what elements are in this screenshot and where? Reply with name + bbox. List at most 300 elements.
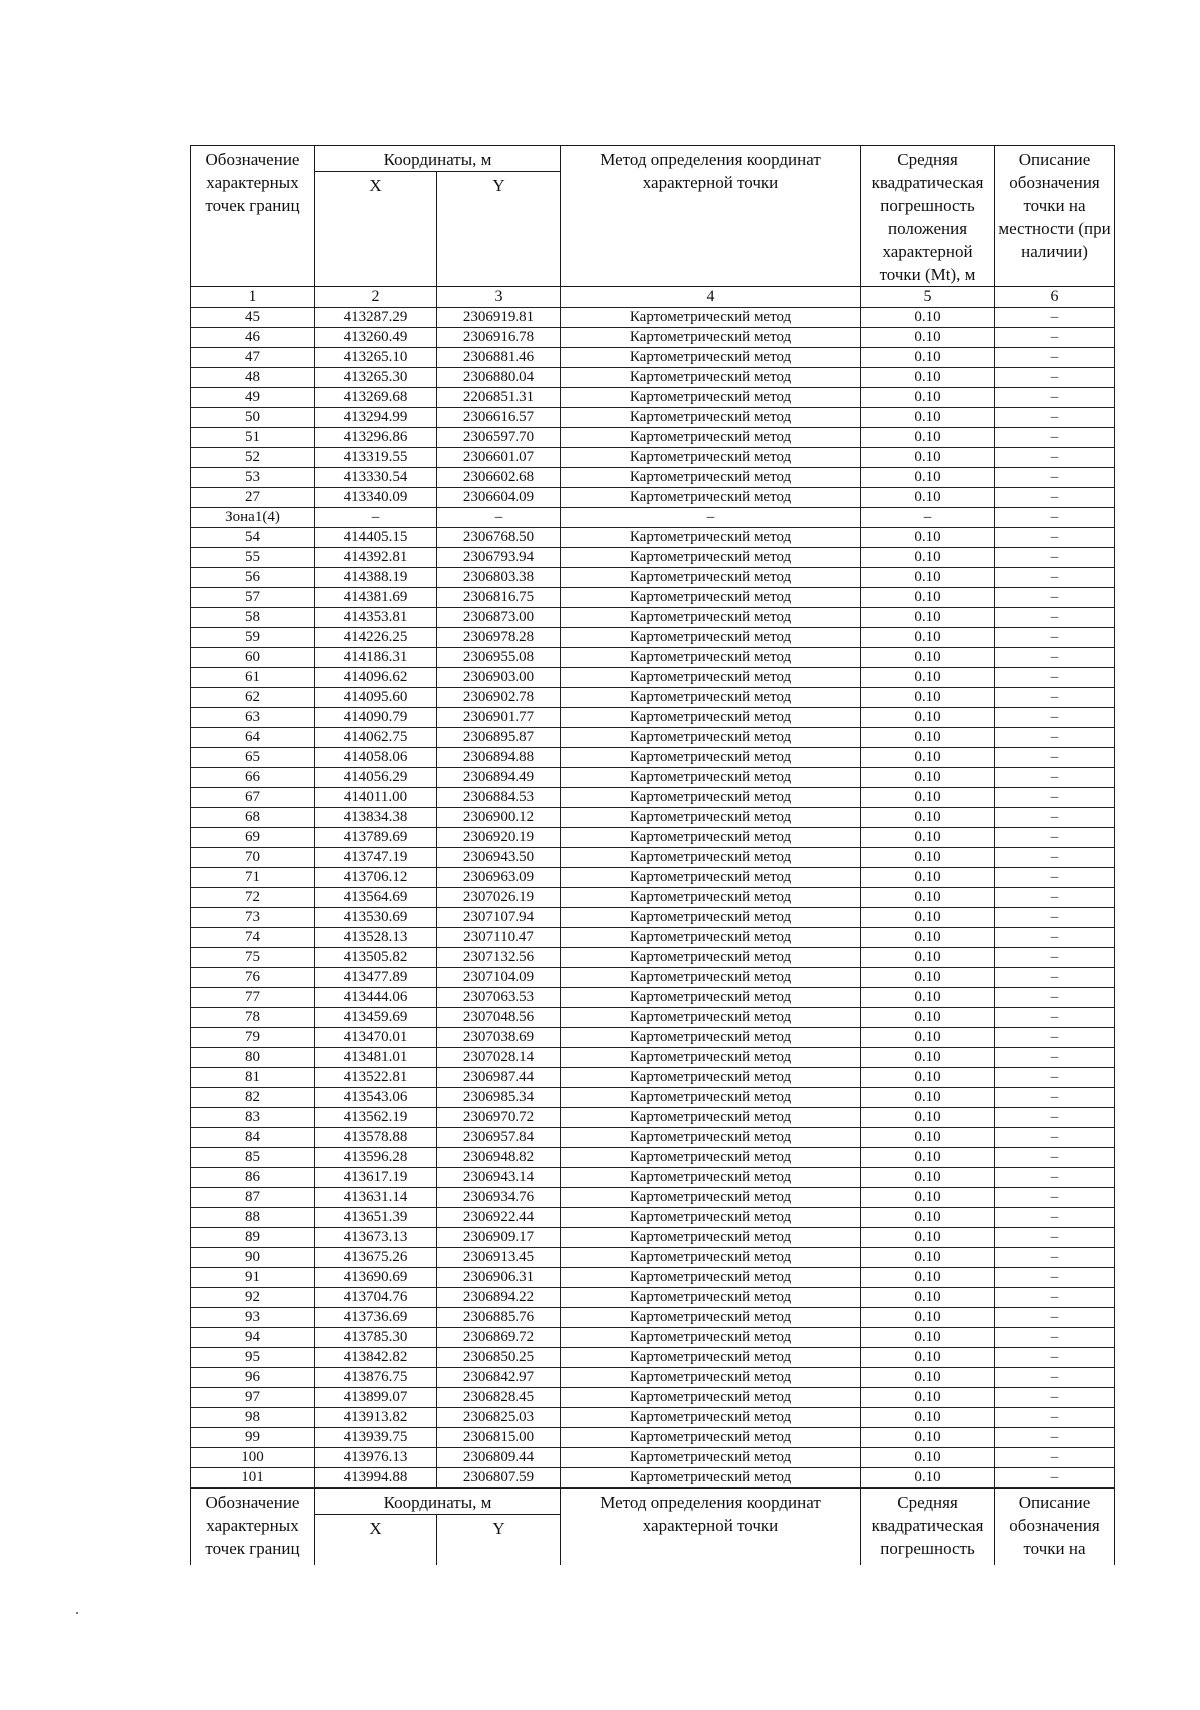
y-coordinate-cell: 2307107.94 bbox=[437, 908, 561, 928]
header-method: Метод определения координат характерной точки bbox=[561, 146, 861, 287]
method-cell: Картометрический метод bbox=[561, 328, 861, 348]
description-cell: – bbox=[995, 668, 1115, 688]
x-coordinate-cell: 413505.82 bbox=[315, 948, 437, 968]
x-coordinate-cell: 413913.82 bbox=[315, 1408, 437, 1428]
x-coordinate-cell: 414090.79 bbox=[315, 708, 437, 728]
mean-error-cell: 0.10 bbox=[861, 1388, 995, 1408]
method-cell: Картометрический метод bbox=[561, 1168, 861, 1188]
table-row bbox=[191, 828, 1115, 848]
x-coordinate-cell: 413976.13 bbox=[315, 1448, 437, 1468]
point-number-cell: 98 bbox=[191, 1408, 315, 1428]
table-row bbox=[191, 1468, 1115, 1488]
x-coordinate-cell: 414056.29 bbox=[315, 768, 437, 788]
x-coordinate-cell: 414011.00 bbox=[315, 788, 437, 808]
mean-error-cell: 0.10 bbox=[861, 688, 995, 708]
y-coordinate-cell: 2307038.69 bbox=[437, 1028, 561, 1048]
method-cell: Картометрический метод bbox=[561, 468, 861, 488]
description-cell: – bbox=[995, 788, 1115, 808]
method-cell: Картометрический метод bbox=[561, 648, 861, 668]
table-row bbox=[191, 1368, 1115, 1388]
method-cell: Картометрический метод bbox=[561, 1388, 861, 1408]
point-number-cell: 70 bbox=[191, 848, 315, 868]
y-coordinate-cell: 2306850.25 bbox=[437, 1348, 561, 1368]
mean-error-cell: 0.10 bbox=[861, 1088, 995, 1108]
mean-error-cell: 0.10 bbox=[861, 948, 995, 968]
description-cell: – bbox=[995, 408, 1115, 428]
mean-error-cell: 0.10 bbox=[861, 908, 995, 928]
x-coordinate-cell: 413296.86 bbox=[315, 428, 437, 448]
x-coordinate-cell: 413260.49 bbox=[315, 328, 437, 348]
method-cell: Картометрический метод bbox=[561, 1128, 861, 1148]
method-cell: Картометрический метод bbox=[561, 948, 861, 968]
point-number-cell: 74 bbox=[191, 928, 315, 948]
method-cell: Картометрический метод bbox=[561, 388, 861, 408]
coordinates-page bbox=[190, 145, 1114, 1565]
x-coordinate-cell: 414392.81 bbox=[315, 548, 437, 568]
mean-error-cell: 0.10 bbox=[861, 1328, 995, 1348]
table-row bbox=[191, 568, 1115, 588]
y-coordinate-cell: – bbox=[437, 508, 561, 528]
method-cell: Картометрический метод bbox=[561, 708, 861, 728]
mean-error-cell: 0.10 bbox=[861, 1108, 995, 1128]
mean-error-cell: 0.10 bbox=[861, 808, 995, 828]
y-coordinate-cell: 2306894.88 bbox=[437, 748, 561, 768]
mean-error-cell: 0.10 bbox=[861, 1168, 995, 1188]
method-cell: Картометрический метод bbox=[561, 988, 861, 1008]
description-cell: – bbox=[995, 1468, 1115, 1488]
method-cell: Картометрический метод bbox=[561, 968, 861, 988]
point-number-cell: 94 bbox=[191, 1328, 315, 1348]
y-coordinate-cell: 2306901.77 bbox=[437, 708, 561, 728]
y-coordinate-cell: 2306909.17 bbox=[437, 1228, 561, 1248]
method-cell: Картометрический метод bbox=[561, 808, 861, 828]
table-row bbox=[191, 1448, 1115, 1468]
table-row bbox=[191, 588, 1115, 608]
mean-error-cell: 0.10 bbox=[861, 1148, 995, 1168]
y-coordinate-cell: 2306816.75 bbox=[437, 588, 561, 608]
point-number-cell: 80 bbox=[191, 1048, 315, 1068]
x-coordinate-cell: 414062.75 bbox=[315, 728, 437, 748]
table-row bbox=[191, 768, 1115, 788]
table-row bbox=[191, 1248, 1115, 1268]
point-number-cell: 63 bbox=[191, 708, 315, 728]
table-row bbox=[191, 968, 1115, 988]
table-row bbox=[191, 948, 1115, 968]
coordinates-table bbox=[190, 145, 1115, 1488]
header-mean-error: Средняя квадратическая погрешность положения характерной точки (Mt), м bbox=[861, 146, 995, 287]
description-cell: – bbox=[995, 328, 1115, 348]
y-coordinate-cell: 2306815.00 bbox=[437, 1428, 561, 1448]
y-coordinate-cell: 2307026.19 bbox=[437, 888, 561, 908]
point-number-cell: 78 bbox=[191, 1008, 315, 1028]
y-coordinate-cell: 2306985.34 bbox=[437, 1088, 561, 1108]
table-row bbox=[191, 888, 1115, 908]
x-coordinate-cell: 413631.14 bbox=[315, 1188, 437, 1208]
point-number-cell: 82 bbox=[191, 1088, 315, 1108]
point-number-cell: 76 bbox=[191, 968, 315, 988]
description-cell: – bbox=[995, 1008, 1115, 1028]
x-coordinate-cell: 414096.62 bbox=[315, 668, 437, 688]
table-body bbox=[191, 287, 1115, 1488]
table-row bbox=[191, 1128, 1115, 1148]
point-number-cell: 46 bbox=[191, 328, 315, 348]
x-coordinate-cell: 413876.75 bbox=[315, 1368, 437, 1388]
point-number-cell: 50 bbox=[191, 408, 315, 428]
point-number-cell: 73 bbox=[191, 908, 315, 928]
y-coordinate-cell: 2306903.00 bbox=[437, 668, 561, 688]
table-row bbox=[191, 1088, 1115, 1108]
table-header bbox=[191, 146, 1115, 287]
point-number-cell: 87 bbox=[191, 1188, 315, 1208]
header-coordinates: Координаты, м bbox=[315, 1489, 561, 1515]
x-coordinate-cell: 413736.69 bbox=[315, 1308, 437, 1328]
x-coordinate-cell: 414405.15 bbox=[315, 528, 437, 548]
mean-error-cell: 0.10 bbox=[861, 708, 995, 728]
x-coordinate-cell: 413444.06 bbox=[315, 988, 437, 1008]
method-cell: Картометрический метод bbox=[561, 888, 861, 908]
method-cell: Картометрический метод bbox=[561, 1208, 861, 1228]
description-cell: – bbox=[995, 1248, 1115, 1268]
mean-error-cell: 0.10 bbox=[861, 1408, 995, 1428]
y-coordinate-cell: 2306842.97 bbox=[437, 1368, 561, 1388]
method-cell: Картометрический метод bbox=[561, 608, 861, 628]
description-cell: – bbox=[995, 868, 1115, 888]
y-coordinate-cell: 2306943.14 bbox=[437, 1168, 561, 1188]
mean-error-cell: 0.10 bbox=[861, 528, 995, 548]
mean-error-cell: 0.10 bbox=[861, 1348, 995, 1368]
mean-error-cell: 0.10 bbox=[861, 1048, 995, 1068]
table-row bbox=[191, 388, 1115, 408]
scan-speck bbox=[76, 1612, 78, 1614]
table-row bbox=[191, 468, 1115, 488]
description-cell: – bbox=[995, 1368, 1115, 1388]
x-coordinate-cell: 413842.82 bbox=[315, 1348, 437, 1368]
method-cell: Картометрический метод bbox=[561, 788, 861, 808]
y-coordinate-cell: 2306825.03 bbox=[437, 1408, 561, 1428]
description-cell: – bbox=[995, 1268, 1115, 1288]
table-row bbox=[191, 1268, 1115, 1288]
method-cell: Картометрический метод bbox=[561, 1348, 861, 1368]
y-coordinate-cell: 2307028.14 bbox=[437, 1048, 561, 1068]
x-coordinate-cell: – bbox=[315, 508, 437, 528]
table-row bbox=[191, 1328, 1115, 1348]
description-cell: – bbox=[995, 1428, 1115, 1448]
table-row bbox=[191, 668, 1115, 688]
mean-error-cell: 0.10 bbox=[861, 308, 995, 328]
x-coordinate-cell: 414388.19 bbox=[315, 568, 437, 588]
description-cell: – bbox=[995, 428, 1115, 448]
description-cell: – bbox=[995, 528, 1115, 548]
x-coordinate-cell: 414186.31 bbox=[315, 648, 437, 668]
mean-error-cell: 0.10 bbox=[861, 1468, 995, 1488]
method-cell: Картометрический метод bbox=[561, 688, 861, 708]
table-row bbox=[191, 1308, 1115, 1328]
column-number-row bbox=[191, 287, 1115, 308]
description-cell: – bbox=[995, 1208, 1115, 1228]
description-cell: – bbox=[995, 1228, 1115, 1248]
description-cell: – bbox=[995, 628, 1115, 648]
description-cell: – bbox=[995, 928, 1115, 948]
table-row bbox=[191, 808, 1115, 828]
table-row bbox=[191, 928, 1115, 948]
table-row bbox=[191, 408, 1115, 428]
y-coordinate-cell: 2306880.04 bbox=[437, 368, 561, 388]
y-coordinate-cell: 2306943.50 bbox=[437, 848, 561, 868]
table-row bbox=[191, 1108, 1115, 1128]
point-number-cell: 83 bbox=[191, 1108, 315, 1128]
method-cell: Картометрический метод bbox=[561, 1088, 861, 1108]
description-cell: – bbox=[995, 948, 1115, 968]
y-coordinate-cell: 2306809.44 bbox=[437, 1448, 561, 1468]
point-number-cell: 51 bbox=[191, 428, 315, 448]
x-coordinate-cell: 413785.30 bbox=[315, 1328, 437, 1348]
point-number-cell: 45 bbox=[191, 308, 315, 328]
method-cell: – bbox=[561, 508, 861, 528]
point-number-cell: 77 bbox=[191, 988, 315, 1008]
description-cell: – bbox=[995, 1308, 1115, 1328]
table-row bbox=[191, 368, 1115, 388]
mean-error-cell: 0.10 bbox=[861, 1268, 995, 1288]
y-coordinate-cell: 2306602.68 bbox=[437, 468, 561, 488]
description-cell: – bbox=[995, 1448, 1115, 1468]
method-cell: Картометрический метод bbox=[561, 1188, 861, 1208]
x-coordinate-cell: 413269.68 bbox=[315, 388, 437, 408]
column-number: 5 bbox=[861, 287, 995, 308]
description-cell: – bbox=[995, 1048, 1115, 1068]
description-cell: – bbox=[995, 728, 1115, 748]
y-coordinate-cell: 2306601.07 bbox=[437, 448, 561, 468]
point-number-cell: 71 bbox=[191, 868, 315, 888]
method-cell: Картометрический метод bbox=[561, 488, 861, 508]
method-cell: Картометрический метод bbox=[561, 1428, 861, 1448]
x-coordinate-cell: 414095.60 bbox=[315, 688, 437, 708]
point-number-cell: 84 bbox=[191, 1128, 315, 1148]
table-row bbox=[191, 688, 1115, 708]
x-coordinate-cell: 413704.76 bbox=[315, 1288, 437, 1308]
method-cell: Картометрический метод bbox=[561, 528, 861, 548]
method-cell: Картометрический метод bbox=[561, 1068, 861, 1088]
point-number-cell: 56 bbox=[191, 568, 315, 588]
y-coordinate-cell: 2306604.09 bbox=[437, 488, 561, 508]
method-cell: Картометрический метод bbox=[561, 1368, 861, 1388]
table-row bbox=[191, 1068, 1115, 1088]
mean-error-cell: 0.10 bbox=[861, 628, 995, 648]
point-number-cell: 49 bbox=[191, 388, 315, 408]
point-number-cell: 60 bbox=[191, 648, 315, 668]
mean-error-cell: 0.10 bbox=[861, 428, 995, 448]
column-number: 6 bbox=[995, 287, 1115, 308]
table-row bbox=[191, 1228, 1115, 1248]
mean-error-cell: 0.10 bbox=[861, 588, 995, 608]
x-coordinate-cell: 413562.19 bbox=[315, 1108, 437, 1128]
y-coordinate-cell: 2306873.00 bbox=[437, 608, 561, 628]
method-cell: Картометрический метод bbox=[561, 1008, 861, 1028]
mean-error-cell: 0.10 bbox=[861, 968, 995, 988]
x-coordinate-cell: 413481.01 bbox=[315, 1048, 437, 1068]
mean-error-cell: 0.10 bbox=[861, 1448, 995, 1468]
mean-error-cell: 0.10 bbox=[861, 368, 995, 388]
table-row bbox=[191, 448, 1115, 468]
description-cell: – bbox=[995, 1348, 1115, 1368]
table-row bbox=[191, 1408, 1115, 1428]
y-coordinate-cell: 2306970.72 bbox=[437, 1108, 561, 1128]
y-coordinate-cell: 2306919.81 bbox=[437, 308, 561, 328]
y-coordinate-cell: 2306803.38 bbox=[437, 568, 561, 588]
point-number-cell: 96 bbox=[191, 1368, 315, 1388]
y-coordinate-cell: 2306978.28 bbox=[437, 628, 561, 648]
description-cell: – bbox=[995, 908, 1115, 928]
description-cell: – bbox=[995, 768, 1115, 788]
x-coordinate-cell: 413747.19 bbox=[315, 848, 437, 868]
mean-error-cell: 0.10 bbox=[861, 1128, 995, 1148]
description-cell: – bbox=[995, 1388, 1115, 1408]
description-cell: – bbox=[995, 308, 1115, 328]
x-coordinate-cell: 413617.19 bbox=[315, 1168, 437, 1188]
header-x: X bbox=[315, 1515, 437, 1566]
table-row bbox=[191, 1028, 1115, 1048]
repeated-table-header bbox=[190, 1488, 1115, 1565]
x-coordinate-cell: 413939.75 bbox=[315, 1428, 437, 1448]
y-coordinate-cell: 2306955.08 bbox=[437, 648, 561, 668]
table-row bbox=[191, 428, 1115, 448]
description-cell: – bbox=[995, 708, 1115, 728]
mean-error-cell: 0.10 bbox=[861, 1068, 995, 1088]
y-coordinate-cell: 2306900.12 bbox=[437, 808, 561, 828]
x-coordinate-cell: 413319.55 bbox=[315, 448, 437, 468]
description-cell: – bbox=[995, 368, 1115, 388]
description-cell: – bbox=[995, 548, 1115, 568]
y-coordinate-cell: 2306895.87 bbox=[437, 728, 561, 748]
mean-error-cell: 0.10 bbox=[861, 1288, 995, 1308]
mean-error-cell: 0.10 bbox=[861, 608, 995, 628]
x-coordinate-cell: 413340.09 bbox=[315, 488, 437, 508]
mean-error-cell: 0.10 bbox=[861, 928, 995, 948]
header-method: Метод определения координат характерной точки bbox=[561, 1489, 861, 1566]
point-number-cell: 101 bbox=[191, 1468, 315, 1488]
method-cell: Картометрический метод bbox=[561, 1028, 861, 1048]
y-coordinate-cell: 2307048.56 bbox=[437, 1008, 561, 1028]
point-number-cell: 48 bbox=[191, 368, 315, 388]
y-coordinate-cell: 2306957.84 bbox=[437, 1128, 561, 1148]
header-point-designation: Обозначение характерных точек границ bbox=[191, 146, 315, 287]
mean-error-cell: 0.10 bbox=[861, 548, 995, 568]
point-number-cell: 68 bbox=[191, 808, 315, 828]
method-cell: Картометрический метод bbox=[561, 628, 861, 648]
mean-error-cell: 0.10 bbox=[861, 848, 995, 868]
method-cell: Картометрический метод bbox=[561, 568, 861, 588]
y-coordinate-cell: 2306906.31 bbox=[437, 1268, 561, 1288]
header-point-designation: Обозначение характерных точек границ bbox=[191, 1489, 315, 1566]
table-row bbox=[191, 548, 1115, 568]
table-row bbox=[191, 1168, 1115, 1188]
table-row bbox=[191, 848, 1115, 868]
method-cell: Картометрический метод bbox=[561, 1108, 861, 1128]
description-cell: – bbox=[995, 588, 1115, 608]
point-number-cell: 93 bbox=[191, 1308, 315, 1328]
table-row bbox=[191, 608, 1115, 628]
point-number-cell: 58 bbox=[191, 608, 315, 628]
y-coordinate-cell: 2306987.44 bbox=[437, 1068, 561, 1088]
y-coordinate-cell: 2306894.49 bbox=[437, 768, 561, 788]
header-y: Y bbox=[437, 172, 561, 287]
y-coordinate-cell: 2306885.76 bbox=[437, 1308, 561, 1328]
mean-error-cell: 0.10 bbox=[861, 488, 995, 508]
method-cell: Картометрический метод bbox=[561, 768, 861, 788]
method-cell: Картометрический метод bbox=[561, 748, 861, 768]
method-cell: Картометрический метод bbox=[561, 1288, 861, 1308]
point-number-cell: 59 bbox=[191, 628, 315, 648]
method-cell: Картометрический метод bbox=[561, 1228, 861, 1248]
description-cell: – bbox=[995, 488, 1115, 508]
method-cell: Картометрический метод bbox=[561, 828, 861, 848]
mean-error-cell: 0.10 bbox=[861, 728, 995, 748]
x-coordinate-cell: 414058.06 bbox=[315, 748, 437, 768]
point-number-cell: 89 bbox=[191, 1228, 315, 1248]
x-coordinate-cell: 414226.25 bbox=[315, 628, 437, 648]
y-coordinate-cell: 2306894.22 bbox=[437, 1288, 561, 1308]
y-coordinate-cell: 2307063.53 bbox=[437, 988, 561, 1008]
mean-error-cell: 0.10 bbox=[861, 348, 995, 368]
method-cell: Картометрический метод bbox=[561, 728, 861, 748]
table-row bbox=[191, 1288, 1115, 1308]
mean-error-cell: 0.10 bbox=[861, 1208, 995, 1228]
table-row bbox=[191, 528, 1115, 548]
method-cell: Картометрический метод bbox=[561, 408, 861, 428]
method-cell: Картометрический метод bbox=[561, 1468, 861, 1488]
description-cell: – bbox=[995, 508, 1115, 528]
y-coordinate-cell: 2306913.45 bbox=[437, 1248, 561, 1268]
point-number-cell: 66 bbox=[191, 768, 315, 788]
column-number: 3 bbox=[437, 287, 561, 308]
header-x: X bbox=[315, 172, 437, 287]
x-coordinate-cell: 413564.69 bbox=[315, 888, 437, 908]
point-number-cell: 99 bbox=[191, 1428, 315, 1448]
x-coordinate-cell: 413789.69 bbox=[315, 828, 437, 848]
x-coordinate-cell: 413528.13 bbox=[315, 928, 437, 948]
x-coordinate-cell: 413706.12 bbox=[315, 868, 437, 888]
header-y: Y bbox=[437, 1515, 561, 1566]
description-cell: – bbox=[995, 1148, 1115, 1168]
description-cell: – bbox=[995, 1168, 1115, 1188]
method-cell: Картометрический метод bbox=[561, 448, 861, 468]
description-cell: – bbox=[995, 388, 1115, 408]
x-coordinate-cell: 414381.69 bbox=[315, 588, 437, 608]
point-number-cell: 27 bbox=[191, 488, 315, 508]
mean-error-cell: 0.10 bbox=[861, 1028, 995, 1048]
description-cell: – bbox=[995, 1088, 1115, 1108]
point-number-cell: 97 bbox=[191, 1388, 315, 1408]
table-row bbox=[191, 1208, 1115, 1228]
point-number-cell: 72 bbox=[191, 888, 315, 908]
method-cell: Картометрический метод bbox=[561, 848, 861, 868]
method-cell: Картометрический метод bbox=[561, 1328, 861, 1348]
x-coordinate-cell: 414353.81 bbox=[315, 608, 437, 628]
point-number-cell: 85 bbox=[191, 1148, 315, 1168]
point-number-cell: 79 bbox=[191, 1028, 315, 1048]
x-coordinate-cell: 413522.81 bbox=[315, 1068, 437, 1088]
description-cell: – bbox=[995, 1288, 1115, 1308]
description-cell: – bbox=[995, 1188, 1115, 1208]
mean-error-cell: 0.10 bbox=[861, 788, 995, 808]
x-coordinate-cell: 413265.30 bbox=[315, 368, 437, 388]
mean-error-cell: 0.10 bbox=[861, 468, 995, 488]
point-number-cell: 88 bbox=[191, 1208, 315, 1228]
description-cell: – bbox=[995, 808, 1115, 828]
method-cell: Картометрический метод bbox=[561, 928, 861, 948]
point-number-cell: 67 bbox=[191, 788, 315, 808]
table-row bbox=[191, 1008, 1115, 1028]
y-coordinate-cell: 2306934.76 bbox=[437, 1188, 561, 1208]
